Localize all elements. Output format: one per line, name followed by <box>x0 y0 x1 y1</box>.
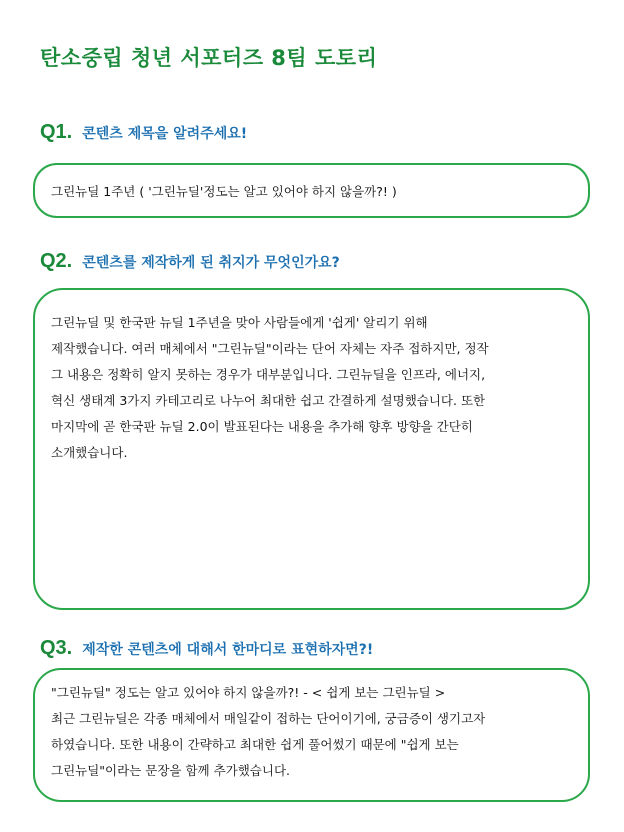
answer-line: 그린뉴딜 및 한국판 뉴딜 1주년을 맞아 사람들에게 '쉽게' 알리기 위해 <box>51 315 428 330</box>
answer-line: 제작했습니다. 여러 매체에서 "그린뉴딜"이라는 단어 자체는 자주 접하지만, 정작 <box>51 341 489 356</box>
question-number: Q3. <box>40 637 73 659</box>
answer-box-3 <box>33 668 590 802</box>
answer-line: 그린뉴딜 1주년 ( '그린뉴딜'정도는 알고 있어야 하지 않을까?! ) <box>51 184 397 199</box>
answer-line: 최근 그린뉴딜은 각종 매체에서 매일같이 접하는 단어이기에, 궁금증이 생기고자 <box>51 711 486 726</box>
answer-line: "그린뉴딜" 정도는 알고 있어야 하지 않을까?! - < 쉽게 보는 그린뉴딜 > <box>51 685 446 700</box>
answer-line: 그 내용은 정확히 알지 못하는 경우가 대부분입니다. 그린뉴딜을 인프라, 에너지, <box>51 367 486 382</box>
question-text: 제작한 콘텐츠에 대해서 한마디로 표현하자면?! <box>82 642 374 658</box>
answer-box-2 <box>33 288 590 610</box>
question-2 <box>40 250 340 273</box>
answer-line: 소개했습니다. <box>51 445 128 460</box>
question-text: 콘텐츠를 제작하게 된 취지가 무엇인가요? <box>82 255 340 271</box>
page-title: 탄소중립 청년 서포터즈 8팀 도토리 <box>40 46 378 70</box>
question-text: 콘텐츠 제목을 알려주세요! <box>82 126 248 142</box>
question-number: Q2. <box>40 250 73 272</box>
answer-box-1 <box>33 163 590 218</box>
answer-line: 마지막에 곧 한국판 뉴딜 2.0이 발표된다는 내용을 추가해 향후 방향을 간단히 <box>51 419 473 434</box>
question-number: Q1. <box>40 121 73 143</box>
answer-line: 하였습니다. 또한 내용이 간략하고 최대한 쉽게 풀어썼기 때문에 "쉽게 보는 <box>51 737 459 752</box>
answer-line: 혁신 생태계 3가지 카테고리로 나누어 최대한 쉽고 간결하게 설명했습니다. 또한 <box>51 393 486 408</box>
answer-line: 그린뉴딜"이라는 문장을 함께 추가했습니다. <box>51 763 290 778</box>
question-3 <box>40 637 373 660</box>
question-1 <box>40 121 247 144</box>
